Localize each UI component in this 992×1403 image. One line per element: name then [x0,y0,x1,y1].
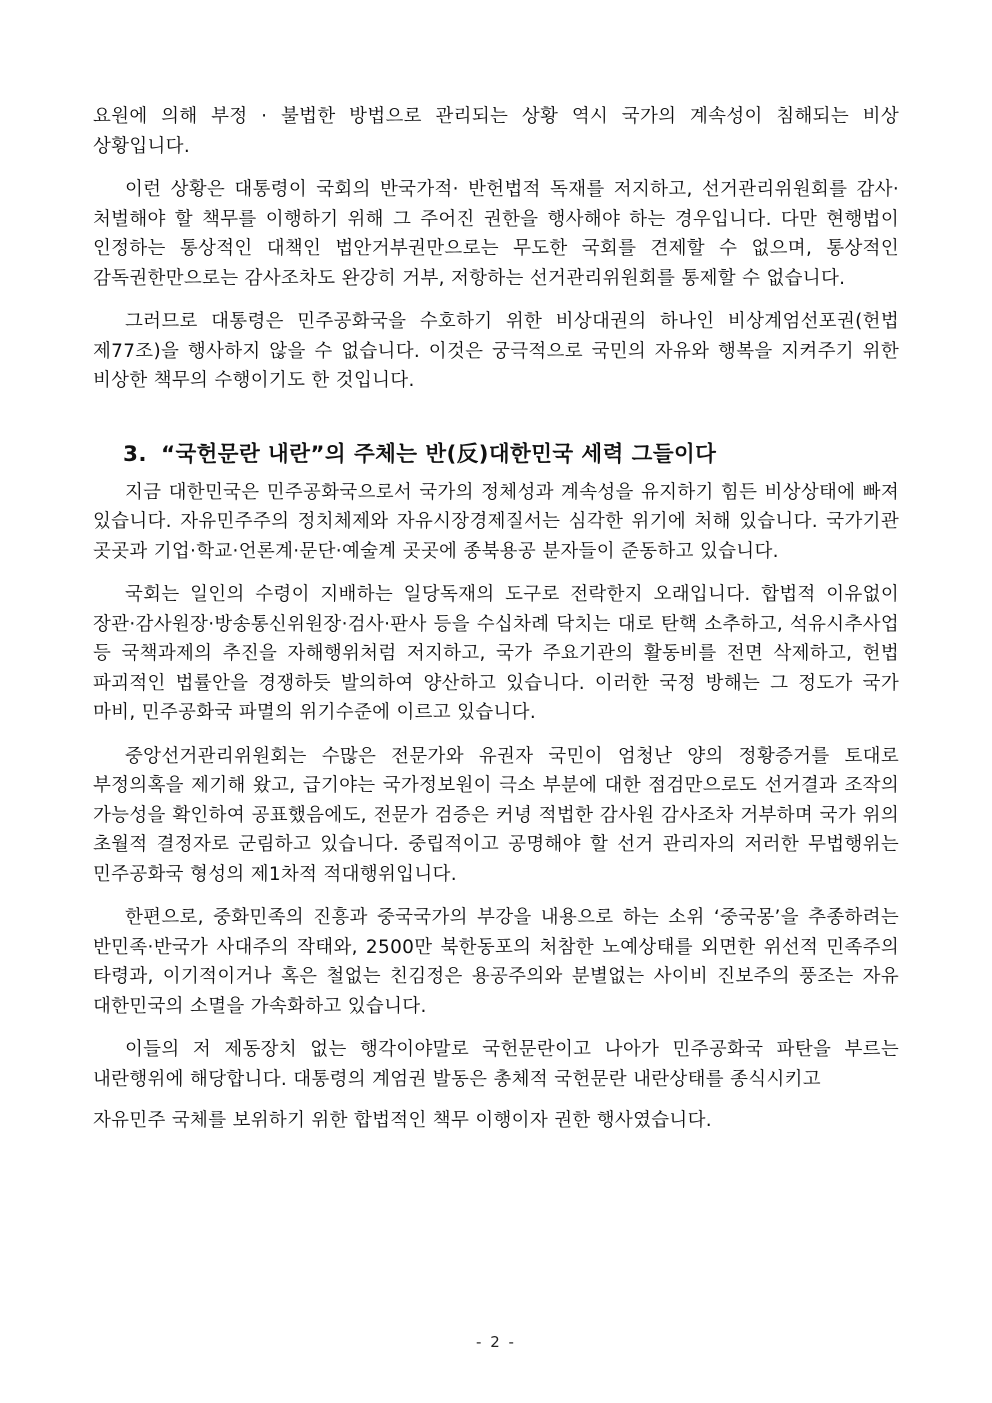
paragraph-insurrection: 이들의 저 제동장치 없는 행각이야말로 국헌문란이고 나아가 민주공화국 파탄을 부르는 내란행위에 해당합니다. 대통령의 계엄권 발동은 총체적 국헌문란 내란상태를 종식시키고 [93,1039,899,1090]
page-number: - 2 - [476,1333,516,1351]
paragraph-state-of-emergency: 지금 대한민국은 민주공화국으로서 국가의 정체성과 계속성을 유지하기 힘든 비상상태에 빠져 있습니다. 자유민주주의 정치체제와 자유시장경제질서는 심각한 위기에 처해 있습니다. 국가기관 곳곳과 기업·학교·언론계·문단·예술계 곳곳에 종북용공 분자들이 준동하고 있습니다. [93,481,899,562]
section-number: 3. [123,441,147,467]
paragraph-martial-law-declaration: 그러므로 대통령은 민주공화국을 수호하기 위한 비상대권의 하나인 비상계엄선포권(헌법 제77조)을 행사하지 않을 수 없습니다. 이것은 궁극적으로 국민의 자유와 행복을 지켜주기 위한 비상한 책무의 수행이기도 한 것입니다. [93,311,899,391]
section-heading [123,438,899,472]
paragraph-china-dream: 한편으로, 중화민족의 진흥과 중국국가의 부강을 내용으로 하는 소위 ‘중국몽’을 추종하려는 반민족·반국가 사대주의 작태와, 2500만 북한동포의 처참한 노예상태를 외면한 위선적 민족주의 타령과, 이기적이거나 혹은 철없는 친김정은 용공주의와 분별없는 사이비 진보주의 풍조는 자유 대한민국의 소멸을 가속화하고 있습니다. [93,907,899,1017]
section-title: “국헌문란 내란”의 주체는 반(反)대한민국 세력 그들이다 [160,441,717,467]
paragraph-closing: 자유민주 국체를 보위하기 위한 합법적인 책무 이행이자 권한 행사였습니다. [93,1110,712,1131]
paragraph-national-assembly: 국회는 일인의 수령이 지배하는 일당독재의 도구로 전락한지 오래입니다. 합법적 이유없이 장관·감사원장·방송통신위원장·검사·판사 등을 수십차례 닥치는 대로 탄핵 소추하고, 석유시추사업 등 국책과제의 추진을 자해행위처럼 저지하고, 국가 주요기관의 활동비를 전면 삭제하고, 헌법 파괴적인 법률안을 경쟁하듯 발의하여 양산하고 있습니다. 이러한 국정 방해는 그 정도가 국가 마비, 민주공화국 파멸의 위기수준에 이르고 있습니다. [93,584,899,723]
document-body [93,102,899,1136]
paragraph-continuation: 요원에 의해 부정 · 불법한 방법으로 관리되는 상황 역시 국가의 계속성이 침해되는 비상 상황입니다. [93,106,899,157]
paragraph-election-commission: 중앙선거관리위원회는 수많은 전문가와 유권자 국민이 엄청난 양의 정황증거를 토대로 부정의혹을 제기해 왔고, 급기야는 국가정보원이 극소 부분에 대한 점검만으로도 선거결과 조작의 가능성을 확인하여 공표했음에도, 전문가 검증은 커녕 적법한 감사원 감사조차 거부하며 국가 위의 초월적 결정자로 군림하고 있습니다. 중립적이고 공명해야 할 선거 관리자의 저러한 무법행위는 민주공화국 형성의 제1차적 적대행위입니다. [93,745,899,885]
paragraph-emergency-situation: 이런 상황은 대통령이 국회의 반국가적· 반헌법적 독재를 저지하고, 선거관리위원회를 감사·처벌해야 할 책무를 이행하기 위해 그 주어진 권한을 행사해야 하는 경우입니다. 다만 현행법이 인정하는 통상적인 대책인 법안거부권만으로는 무도한 국회를 견제할 수 없으며, 통상적인 감독권한만으로는 감사조차도 완강히 거부, 저항하는 선거관리위원회를 통제할 수 없습니다. [93,179,899,289]
